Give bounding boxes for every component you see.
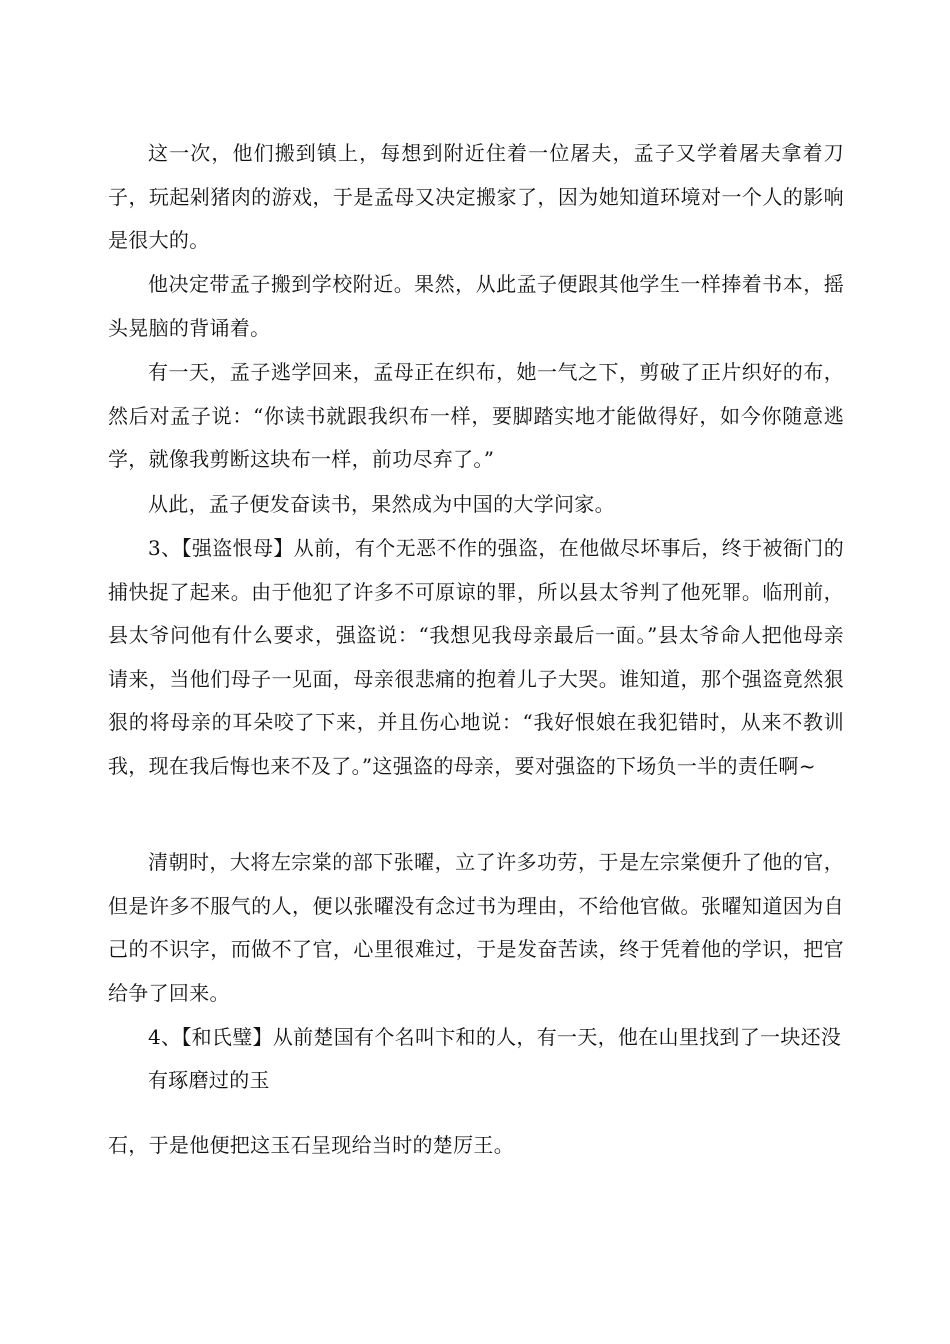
paragraph-mencius-school: 他决定带孟子搬到学校附近。果然，从此孟子便跟其他学生一样捧着书本，摇头晃脑的背诵着。 <box>108 272 844 340</box>
paragraph-mencius-butcher: 这一次，他们搬到镇上，每想到附近住着一位屠夫，孟子又学着屠夫拿着刀子，玩起剁猪肉的游戏，于是孟母又决定搬家了，因为她知道环境对一个人的影响是很大的。 <box>108 141 844 252</box>
paragraph-heshibi-continued: 有琢磨过的玉 <box>148 1068 270 1092</box>
paragraph-zhang-yao: 清朝时，大将左宗棠的部下张曜，立了许多功劳，于是左宗棠便升了他的官，但是许多不服气的人，便以张曜没有念过书为理由，不给他官做。张曜知道因为自己的不识字，而做不了官，心里很难过，于是发奋苦读，终于凭着他的学识，把官给争了回来。 <box>108 850 844 1005</box>
paragraph-heshibi-ending: 石，于是他便把这玉石呈现给当时的楚厉王。 <box>108 1133 514 1157</box>
paragraph-mencius-weaving: 有一天，孟子逃学回来，孟母正在织布，她一气之下，剪破了正片织好的布，然后对孟子说：“你读书就跟我织布一样，要脚踏实地才能做得好，如今你随意逃学，就像我剪断这块布一样，前功尽弃了。” <box>108 360 844 471</box>
paragraph-mencius-scholar: 从此，孟子便发奋读书，果然成为中国的大学问家。 <box>148 492 615 516</box>
paragraph-heshibi: 4、【和氏璧】从前楚国有个名叫卞和的人，有一天，他在山里找到了一块还没 <box>148 1025 842 1049</box>
paragraph-robber-mother: 3、【强盗恨母】从前，有个无恶不作的强盗，在他做尽坏事后，终于被衙门的捕快捉了起来。由于他犯了许多不可原谅的罪，所以县太爷判了他死罪。临刑前，县太爷问他有什么要求，强盗说：“我想见我母亲最后一面。”县太爷命人把他母亲请来，当他们母子一见面，母亲很悲痛的抱着儿子大哭。谁知道，那个强盗竟然狠狠的将母亲的耳朵咬了下来，并且伤心地说：“我好恨娘在我犯错时，从来不教训我，现在我后悔也来不及了。”这强盗的母亲，要对强盗的下场负一半的责任啊~ <box>108 536 844 778</box>
